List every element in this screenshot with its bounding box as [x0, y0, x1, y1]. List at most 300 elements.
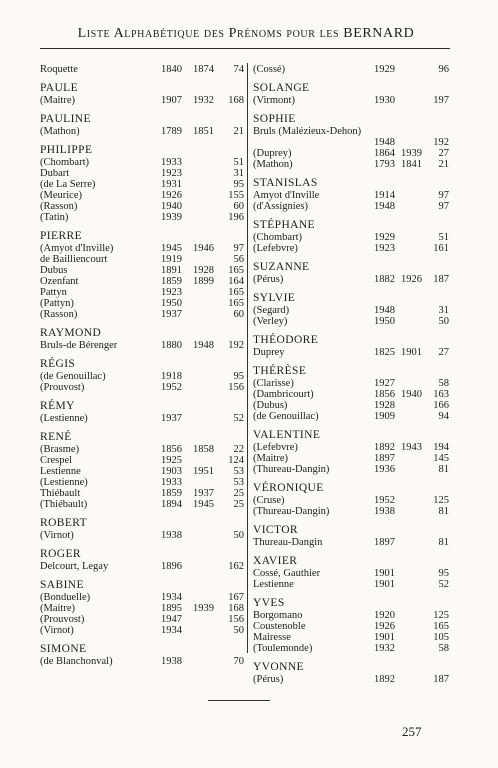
page-ref: 197	[433, 95, 449, 106]
year-start: 1934	[161, 625, 182, 636]
year-start: 1894	[161, 499, 182, 510]
name-entry	[40, 517, 246, 541]
entry-row	[40, 157, 246, 168]
family-label: (Bonduelle)	[40, 592, 91, 603]
year-start: 1948	[374, 137, 395, 148]
entry-row	[253, 506, 453, 517]
year-start: 1882	[374, 274, 395, 285]
year-start: 1950	[161, 298, 182, 309]
page-ref: 81	[438, 537, 449, 548]
entry-row	[253, 537, 453, 548]
year-start: 1896	[161, 561, 182, 572]
family-label: (Rasson)	[40, 201, 78, 212]
entry-row	[253, 378, 453, 389]
entry-row	[40, 530, 246, 541]
page-ref: 27	[438, 347, 449, 358]
year-end: 1928	[193, 265, 214, 276]
year-start: 1918	[161, 371, 182, 382]
page-ref: 164	[228, 276, 244, 287]
family-label: Crespel	[40, 455, 73, 466]
entry-row	[253, 243, 453, 254]
page-ref: 162	[228, 561, 244, 572]
year-start: 1920	[374, 610, 395, 621]
page-ref: 50	[233, 530, 244, 541]
year-start: 1895	[161, 603, 182, 614]
family-label: Dubus	[40, 265, 68, 276]
family-label: Bruls (Malézieux-Dehon)	[253, 126, 362, 137]
family-label: (Dambricourt)	[253, 389, 314, 400]
name-entry	[40, 358, 246, 393]
year-end: 1948	[193, 340, 214, 351]
year-end: 1939	[401, 148, 422, 159]
entry-row	[253, 579, 453, 590]
family-label: de Bailliencourt	[40, 254, 108, 265]
name-entry	[253, 177, 453, 212]
entry-row	[40, 592, 246, 603]
entry-row	[253, 442, 453, 453]
page-ref: 165	[433, 621, 449, 632]
year-start: 1934	[161, 592, 182, 603]
footer-rule	[208, 700, 270, 701]
given-name: RÉGIS	[40, 358, 76, 370]
entry-row	[40, 190, 246, 201]
entry-row	[40, 126, 246, 137]
entry-row	[253, 201, 453, 212]
entry-row	[40, 212, 246, 223]
year-start: 1825	[374, 347, 395, 358]
family-label: (Dubus)	[253, 400, 288, 411]
family-label: (Prouvost)	[40, 614, 85, 625]
name-entry	[253, 64, 453, 75]
given-name: SIMONE	[40, 643, 87, 655]
year-end: 1940	[401, 389, 422, 400]
year-start: 1937	[161, 309, 182, 320]
entry-row	[253, 610, 453, 621]
family-label: (Virnot)	[40, 530, 74, 541]
family-label: (Maitre)	[253, 453, 288, 464]
entry-row	[40, 455, 246, 466]
given-name: THÉRÈSE	[253, 365, 307, 377]
family-label: Pattyn	[40, 287, 67, 298]
page-ref: 168	[228, 95, 244, 106]
entry-row	[253, 316, 453, 327]
entry-row	[253, 453, 453, 464]
name-entry	[253, 261, 453, 285]
page-ref: 21	[438, 159, 449, 170]
page-ref: 52	[233, 413, 244, 424]
family-label: (Lestienne)	[40, 413, 88, 424]
family-label: Borgomano	[253, 610, 303, 621]
entry-row	[40, 614, 246, 625]
year-start: 1859	[161, 276, 182, 287]
year-start: 1919	[161, 254, 182, 265]
name-entry	[253, 219, 453, 254]
entry-row	[40, 477, 246, 488]
entry-row	[253, 126, 453, 137]
page-ref: 95	[438, 568, 449, 579]
year-start: 1793	[374, 159, 395, 170]
page-ref: 60	[233, 309, 244, 320]
entry-row	[40, 603, 246, 614]
given-name: PIERRE	[40, 230, 83, 242]
year-start: 1952	[374, 495, 395, 506]
year-start: 1930	[374, 95, 395, 106]
page-ref: 81	[438, 464, 449, 475]
entry-row	[253, 400, 453, 411]
year-end: 1951	[193, 466, 214, 477]
entry-row	[40, 287, 246, 298]
entry-row	[253, 137, 453, 148]
year-start: 1947	[161, 614, 182, 625]
family-label: Lestienne	[253, 579, 294, 590]
name-entry	[40, 579, 246, 636]
year-end: 1858	[193, 444, 214, 455]
year-start: 1864	[374, 148, 395, 159]
given-name: VICTOR	[253, 524, 298, 536]
entry-row	[253, 95, 453, 106]
family-label: (de Genouillac)	[40, 371, 106, 382]
given-name: SUZANNE	[253, 261, 310, 273]
column-divider	[247, 63, 248, 653]
year-start: 1938	[374, 506, 395, 517]
page-ref: 58	[438, 378, 449, 389]
family-label: (Cruse)	[253, 495, 285, 506]
family-label: (Thureau-Dangin)	[253, 506, 330, 517]
family-label: (Virmont)	[253, 95, 295, 106]
page-ref: 196	[228, 212, 244, 223]
entry-row	[40, 64, 246, 75]
entry-row	[253, 495, 453, 506]
family-label: (Lefebvre)	[253, 442, 298, 453]
year-start: 1933	[161, 477, 182, 488]
given-name: YVONNE	[253, 661, 304, 673]
entry-row	[253, 232, 453, 243]
family-label: (Pérus)	[253, 674, 284, 685]
year-start: 1897	[374, 453, 395, 464]
given-name: PAULE	[40, 82, 78, 94]
family-label: (Mathon)	[253, 159, 293, 170]
family-label: (Pérus)	[253, 274, 284, 285]
page-ref: 124	[228, 455, 244, 466]
year-start: 1923	[374, 243, 395, 254]
given-name: PHILIPPE	[40, 144, 93, 156]
page-ref: 187	[433, 674, 449, 685]
year-start: 1891	[161, 265, 182, 276]
page-ref: 187	[433, 274, 449, 285]
year-start: 1907	[161, 95, 182, 106]
year-start: 1948	[374, 305, 395, 316]
page-ref: 21	[233, 126, 244, 137]
right-column	[253, 64, 453, 692]
year-start: 1926	[161, 190, 182, 201]
page-ref: 22	[233, 444, 244, 455]
entry-row	[253, 674, 453, 685]
page-ref: 53	[233, 466, 244, 477]
year-start: 1856	[161, 444, 182, 455]
entry-row	[40, 95, 246, 106]
page-ref: 161	[433, 243, 449, 254]
given-name: YVES	[253, 597, 285, 609]
name-entry	[40, 144, 246, 223]
page-ref: 56	[233, 254, 244, 265]
entry-row	[40, 340, 246, 351]
year-start: 1840	[161, 64, 182, 75]
family-label: (Verley)	[253, 316, 288, 327]
given-name: ROGER	[40, 548, 81, 560]
year-start: 1945	[161, 243, 182, 254]
year-start: 1909	[374, 411, 395, 422]
year-start: 1937	[161, 413, 182, 424]
name-entry	[253, 482, 453, 517]
entry-row	[253, 274, 453, 285]
family-label: (d'Assignies)	[253, 201, 308, 212]
page-ref: 51	[233, 157, 244, 168]
given-name: STANISLAS	[253, 177, 318, 189]
name-entry	[253, 429, 453, 475]
name-entry	[253, 82, 453, 106]
year-start: 1950	[374, 316, 395, 327]
year-start: 1940	[161, 201, 182, 212]
family-label: (Thureau-Dangin)	[253, 464, 330, 475]
year-start: 1923	[161, 287, 182, 298]
family-label: (Lestienne)	[40, 477, 88, 488]
given-name: ROBERT	[40, 517, 88, 529]
name-entry	[253, 555, 453, 590]
entry-row	[253, 190, 453, 201]
year-start: 1929	[374, 232, 395, 243]
entry-row	[40, 168, 246, 179]
name-entry	[40, 431, 246, 510]
family-label: (de Genouillac)	[253, 411, 319, 422]
year-end: 1901	[401, 347, 422, 358]
entry-row	[253, 148, 453, 159]
family-label: Thiébault	[40, 488, 81, 499]
page-ref: 125	[433, 495, 449, 506]
family-label: (Maitre)	[40, 95, 75, 106]
family-label: (Pattyn)	[40, 298, 74, 309]
year-end: 1937	[193, 488, 214, 499]
year-start: 1859	[161, 488, 182, 499]
entry-row	[253, 632, 453, 643]
family-label: Mairesse	[253, 632, 291, 643]
page-ref: 163	[433, 389, 449, 400]
year-start: 1789	[161, 126, 182, 137]
page-ref: 105	[433, 632, 449, 643]
given-name: XAVIER	[253, 555, 298, 567]
year-start: 1932	[374, 643, 395, 654]
family-label: (de Blanchonval)	[40, 656, 113, 667]
year-start: 1925	[161, 455, 182, 466]
entry-row	[253, 411, 453, 422]
page-ref: 25	[233, 488, 244, 499]
entry-row	[40, 466, 246, 477]
page-ref: 168	[228, 603, 244, 614]
family-label: (Prouvost)	[40, 382, 85, 393]
year-start: 1938	[161, 656, 182, 667]
name-entry	[40, 548, 246, 572]
page-ref: 155	[228, 190, 244, 201]
family-label: Roquette	[40, 64, 78, 75]
given-name: PAULINE	[40, 113, 91, 125]
family-label: (Maitre)	[40, 603, 75, 614]
entry-row	[40, 499, 246, 510]
page-ref: 167	[228, 592, 244, 603]
page-ref: 192	[433, 137, 449, 148]
page-ref: 60	[233, 201, 244, 212]
year-start: 1926	[374, 621, 395, 632]
family-label: (Tatin)	[40, 212, 69, 223]
family-label: (Duprey)	[253, 148, 292, 159]
name-entry	[253, 597, 453, 654]
entry-row	[40, 179, 246, 190]
page-ref: 96	[438, 64, 449, 75]
family-label: (Meurice)	[40, 190, 82, 201]
page-ref: 53	[233, 477, 244, 488]
family-label: Delcourt, Legay	[40, 561, 109, 572]
family-label: (Lefebvre)	[253, 243, 298, 254]
given-name: THÉODORE	[253, 334, 319, 346]
family-label: Cossé, Gauthier	[253, 568, 321, 579]
entry-row	[40, 656, 246, 667]
name-entry	[40, 113, 246, 137]
year-start: 1938	[161, 530, 182, 541]
family-label: Coustenoble	[253, 621, 306, 632]
year-end: 1851	[193, 126, 214, 137]
entry-row	[40, 413, 246, 424]
entry-row	[40, 298, 246, 309]
name-entry	[253, 365, 453, 422]
family-label: (Thiébault)	[40, 499, 88, 510]
entry-row	[253, 464, 453, 475]
year-start: 1892	[374, 674, 395, 685]
family-label: (Brasme)	[40, 444, 80, 455]
year-end: 1841	[401, 159, 422, 170]
page-ref: 51	[438, 232, 449, 243]
given-name: SABINE	[40, 579, 84, 591]
given-name: STÉPHANE	[253, 219, 315, 231]
given-name: VÉRONIQUE	[253, 482, 324, 494]
family-label: (Toulemonde)	[253, 643, 313, 654]
name-entry	[40, 64, 246, 75]
name-entry	[40, 82, 246, 106]
entry-row	[253, 159, 453, 170]
page-ref: 194	[433, 442, 449, 453]
entry-row	[40, 254, 246, 265]
page-ref: 70	[233, 656, 244, 667]
family-label: Ozenfant	[40, 276, 79, 287]
year-end: 1939	[193, 603, 214, 614]
year-start: 1933	[161, 157, 182, 168]
entry-row	[253, 64, 453, 75]
year-start: 1948	[374, 201, 395, 212]
header-rule	[40, 48, 450, 49]
page-ref: 165	[228, 265, 244, 276]
page-ref: 50	[233, 625, 244, 636]
entry-row	[253, 347, 453, 358]
page-ref: 97	[233, 243, 244, 254]
entry-row	[40, 444, 246, 455]
page-ref: 31	[438, 305, 449, 316]
page-ref: 95	[233, 371, 244, 382]
page-ref: 125	[433, 610, 449, 621]
family-label: (Segard)	[253, 305, 290, 316]
left-column	[40, 64, 246, 674]
page-ref: 94	[438, 411, 449, 422]
page-ref: 166	[433, 400, 449, 411]
year-start: 1903	[161, 466, 182, 477]
entry-row	[40, 243, 246, 254]
year-end: 1946	[193, 243, 214, 254]
given-name: RÉMY	[40, 400, 75, 412]
name-entry	[253, 661, 453, 685]
given-name: VALENTINE	[253, 429, 321, 441]
page-ref: 74	[233, 64, 244, 75]
page-ref: 97	[438, 201, 449, 212]
year-start: 1952	[161, 382, 182, 393]
year-end: 1926	[401, 274, 422, 285]
year-start: 1880	[161, 340, 182, 351]
family-label: Amyot d'Inville	[253, 190, 320, 201]
year-start: 1928	[374, 400, 395, 411]
page-ref: 81	[438, 506, 449, 517]
name-entry	[40, 327, 246, 351]
page-number: 257	[402, 724, 422, 739]
page-ref: 27	[438, 148, 449, 159]
page-ref: 165	[228, 298, 244, 309]
family-label: (Rasson)	[40, 309, 78, 320]
year-start: 1936	[374, 464, 395, 475]
year-start: 1901	[374, 579, 395, 590]
family-label: Thureau-Dangin	[253, 537, 323, 548]
page-ref: 25	[233, 499, 244, 510]
family-label: Dubart	[40, 168, 70, 179]
entry-row	[40, 382, 246, 393]
page-ref: 156	[228, 382, 244, 393]
entry-row	[40, 265, 246, 276]
entry-row	[40, 625, 246, 636]
family-label: Lestienne	[40, 466, 81, 477]
entry-row	[253, 305, 453, 316]
year-start: 1901	[374, 632, 395, 643]
year-end: 1899	[193, 276, 214, 287]
year-start: 1927	[374, 378, 395, 389]
name-entry	[253, 524, 453, 548]
entry-row	[40, 276, 246, 287]
family-label: (de La Serre)	[40, 179, 96, 190]
given-name: SOLANGE	[253, 82, 310, 94]
family-label: (Chombart)	[40, 157, 89, 168]
entry-row	[40, 371, 246, 382]
year-start: 1892	[374, 442, 395, 453]
name-entry	[253, 292, 453, 327]
page-ref: 52	[438, 579, 449, 590]
page-ref: 165	[228, 287, 244, 298]
year-start: 1939	[161, 212, 182, 223]
page-ref: 95	[233, 179, 244, 190]
year-start: 1901	[374, 568, 395, 579]
page-ref: 145	[433, 453, 449, 464]
page-ref: 97	[438, 190, 449, 201]
entry-row	[253, 568, 453, 579]
given-name: RENÉ	[40, 431, 72, 443]
page-ref: 31	[233, 168, 244, 179]
year-end: 1943	[401, 442, 422, 453]
entry-row	[253, 389, 453, 400]
family-label: (Chombart)	[253, 232, 302, 243]
name-entry	[40, 400, 246, 424]
given-name: SYLVIE	[253, 292, 296, 304]
given-name: SOPHIE	[253, 113, 296, 125]
